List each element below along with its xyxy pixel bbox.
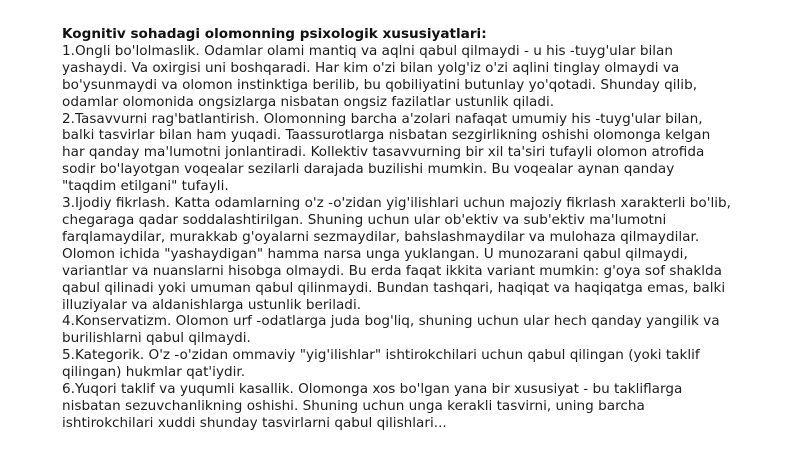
text-line: burilishlarni qabul qilmaydi. — [62, 330, 251, 347]
document-body — [62, 26, 794, 432]
text-line: nisbatan sezuvchanlikning oshishi. Shuning uchun unga kerakli tasvirni, uning barcha — [62, 397, 645, 414]
text-line: qabul qilinadi yoki umuman qabul qilinmaydi. Bundan tashqari, haqiqat va haqiqatga emas, balki — [62, 279, 726, 296]
text-line: sodir bo'layotgan voqealar sezilarli darajada buzilishi mumkin. Bu voqealar aynan qanday — [62, 161, 675, 178]
text-line: chegaraga qadar soddalashtirilgan. Shuning uchun ular ob'ektiv va sub'ektiv ma'lumotni — [62, 211, 667, 228]
document-title: Kognitiv sohadagi olomonning psixologik xususiyatlari: — [62, 26, 487, 42]
text-line: odamlar olomonida ongsizlarga nisbatan ongsiz fazilatlar ustunlik qiladi. — [62, 93, 555, 110]
text-line: yashaydi. Va oxirgisi uni boshqaradi. Har kim o'zi bilan yolg'iz o'zi aqlini tinglay olmaydi va — [62, 59, 680, 76]
text-line: 4.Konservatizm. Olomon urf -odatlarga juda bog'liq, shuning uchun ular hech qanday yangilik va — [62, 313, 720, 330]
text-line: qilingan) hukmlar qat'iydir. — [62, 364, 246, 381]
text-line: 6.Yuqori taklif va yuqumli kasallik. Olomonga xos bo'lgan yana bir xususiyat - bu takliflarga — [62, 381, 683, 398]
text-line: Olomon ichida "yashaydigan" hamma narsa unga yuklangan. U munozarani qabul qilmaydi, — [62, 245, 688, 262]
text-line: bo'ysunmaydi va olomon instinktiga berilib, bu qobiliyatini butunlay yo'qotadi. Shunday qilib, — [62, 76, 698, 93]
text-line: ishtirokchilari xuddi shunday tasvirlarni qabul qilishlari... — [62, 414, 447, 431]
text-line: 5.Kategorik. O'z -o'zidan ommaviy "yig'ilishlar" ishtirokchilari uchun qabul qilingan (yoki taklif — [62, 347, 700, 364]
text-line: balki tasvirlar bilan ham yuqadi. Taassurotlarga nisbatan sezgirlikning oshishi olomonga kelgan — [62, 127, 711, 144]
text-line: har qanday ma'lumotni jonlantiradi. Kollektiv tasavvurning bir xil ta'siri tufayli olomon atrofida — [62, 144, 705, 161]
text-line: 1.Ongli bo'lolmaslik. Odamlar olami mantiq va aqlni qabul qilmaydi - u his -tuyg'ular bilan — [62, 42, 673, 59]
text-line: farqlamaydilar, murakkab g'oyalarni sezmaydilar, bahslashmaydilar va mulohaza qilmaydilar. — [62, 228, 700, 245]
text-line: 3.Ijodiy fikrlash. Katta odamlarning o'z -o'zidan yig'ilishlari uchun majoziy fikrlash xarakterli bo'lib, — [62, 195, 731, 212]
text-line: variantlar va nuanslarni hisobga olmaydi. Bu erda faqat ikkita variant mumkin: g'oya sof shaklda — [62, 262, 723, 279]
text-line: "taqdim etilgani" tufayli. — [62, 178, 229, 195]
text-line: 2.Tasavvurni rag'batlantirish. Olomonning barcha a'zolari nafaqat umumiy his -tuyg'ular bilan, — [62, 110, 703, 127]
text-line: illuziyalar va aldanishlarga ustunlik beriladi. — [62, 296, 362, 313]
